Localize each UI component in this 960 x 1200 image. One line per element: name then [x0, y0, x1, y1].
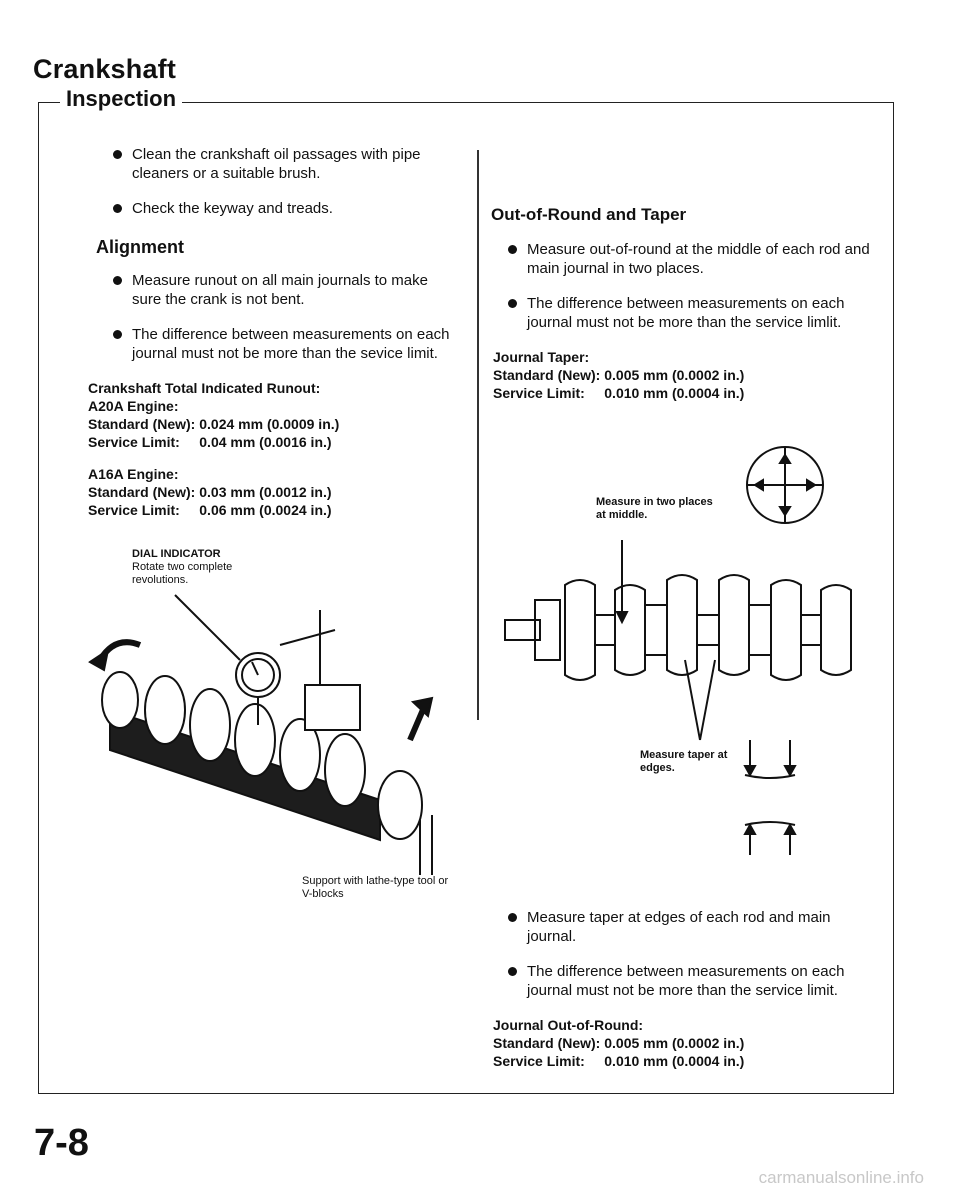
spec-heading: Journal Out-of-Round: — [493, 1017, 644, 1033]
spec-heading: Journal Taper: — [493, 349, 590, 365]
left-column — [88, 145, 450, 519]
bullet-item: Measure taper at edges of each rod and main journal. — [505, 908, 875, 946]
bullet-item: Check the keyway and treads. — [110, 199, 450, 218]
spec-service: Service Limit: 0.010 mm (0.0004 in.) — [493, 1053, 745, 1069]
spec-service: Service Limit: 0.04 mm (0.0016 in.) — [88, 434, 332, 450]
spec-standard: Standard (New): 0.005 mm (0.0002 in.) — [493, 1035, 745, 1051]
bullet-item: Measure runout on all main journals to make sure the crank is not bent. — [110, 271, 450, 309]
right-column — [491, 205, 875, 402]
spec-engine: A20A Engine: — [88, 398, 179, 414]
section-heading: Inspection — [60, 86, 182, 112]
crankshaft-taper-figure — [495, 440, 885, 890]
spec-standard: Standard (New): 0.03 mm (0.0012 in.) — [88, 484, 332, 500]
bullet-item: The difference between measurements on each journal must not be more than the service limlit. — [505, 294, 875, 332]
runout-spec — [88, 379, 450, 519]
out-of-round-spec — [493, 1016, 875, 1070]
bullet-item: Clean the crankshaft oil passages with pipe cleaners or a suitable brush. — [110, 145, 450, 183]
spec-standard: Standard (New): 0.005 mm (0.0002 in.) — [493, 367, 745, 383]
spec-standard: Standard (New): 0.024 mm (0.0009 in.) — [88, 416, 340, 432]
dial-indicator-label: DIAL INDICATOR — [132, 548, 221, 560]
edges-measure-note: Measure taper at edges. — [640, 749, 728, 774]
bullet-item: The difference between measurements on each journal must not be more than the service limit. — [505, 962, 875, 1000]
right-column-lower — [493, 908, 875, 1070]
taper-spec — [493, 348, 875, 402]
out-of-round-heading: Out-of-Round and Taper — [491, 205, 687, 224]
spec-service: Service Limit: 0.06 mm (0.0024 in.) — [88, 502, 332, 518]
watermark: carmanualsonline.info — [758, 1168, 924, 1187]
column-divider — [477, 150, 479, 720]
middle-measure-note: Measure in two places at middle. — [596, 496, 713, 521]
page-number: 7-8 — [34, 1122, 89, 1164]
page-title: Crankshaft — [33, 54, 177, 84]
crankshaft-runout-figure — [80, 590, 460, 880]
bullet-item: Measure out-of-round at the middle of each rod and main journal in two places. — [505, 240, 875, 278]
spec-service: Service Limit: 0.010 mm (0.0004 in.) — [493, 385, 745, 401]
spec-engine: A16A Engine: — [88, 466, 179, 482]
alignment-heading: Alignment — [96, 237, 184, 257]
dial-indicator-note: Rotate two complete revolutions. — [132, 561, 233, 586]
bullet-item: The difference between measurements on each journal must not be more than the sevice limit. — [110, 325, 450, 363]
spec-heading: Crankshaft Total Indicated Runout: — [88, 380, 321, 396]
support-note: Support with lathe-type tool or V-blocks — [302, 875, 449, 900]
